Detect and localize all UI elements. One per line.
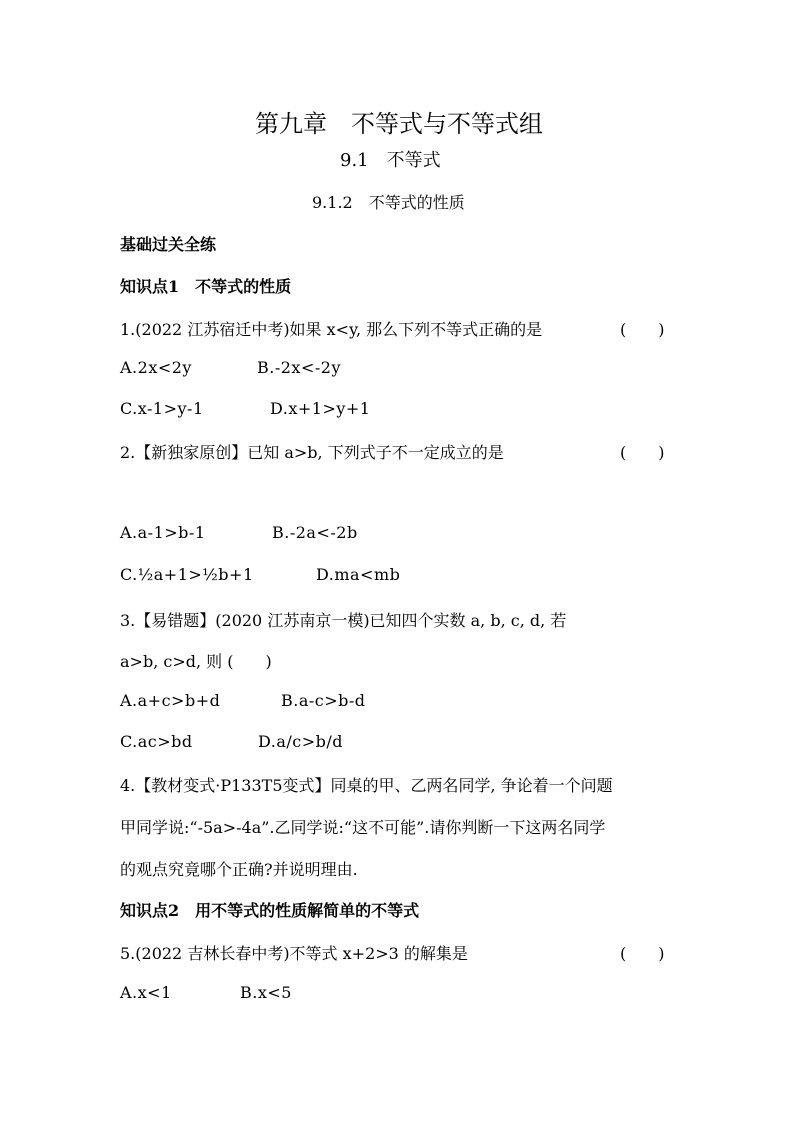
question-2-option-a: A.a-1>b-1 [120, 523, 206, 542]
knowledge-point-1: 知识点1 不等式的性质 [120, 277, 292, 296]
question-5-answer-bracket: ( ) [620, 944, 665, 963]
question-3-option-a: A.a+c>b+d [120, 691, 221, 710]
question-2-option-b: B.-2a<-2b [272, 523, 358, 542]
question-4-stem-line-3: 的观点究竟哪个正确?并说明理由. [120, 860, 358, 879]
question-3-option-b: B.a-c>b-d [281, 691, 366, 710]
question-1-answer-bracket: ( ) [620, 320, 665, 339]
chapter-title: 第九章 不等式与不等式组 [255, 110, 543, 138]
question-2-option-c: C.½a+1>½b+1 [120, 565, 254, 584]
subsection-title: 9.1.2 不等式的性质 [312, 193, 465, 212]
question-1-option-a: A.2x<2y [120, 358, 192, 377]
section-title: 9.1 不等式 [340, 150, 441, 171]
question-3-stem-line-2: a>b, c>d, 则 ( ) [120, 652, 272, 671]
question-3-stem-line-1: 3.【易错题】(2020 江苏南京一模)已知四个实数 a, b, c, d, 若 [120, 611, 567, 630]
question-1-option-c: C.x-1>y-1 [120, 399, 204, 418]
question-2-option-d: D.ma<mb [316, 565, 401, 584]
question-1-stem: 1.(2022 江苏宿迁中考)如果 x<y, 那么下列不等式正确的是 [120, 320, 543, 339]
question-4-stem-line-2: 甲同学说:“-5a>-4a”.乙同学说:“这不可能”.请你判断一下这两名同学 [120, 818, 606, 837]
question-5-option-a: A.x<1 [120, 983, 172, 1002]
question-1-option-b: B.-2x<-2y [257, 358, 341, 377]
question-2-answer-bracket: ( ) [620, 443, 665, 462]
question-1-option-d: D.x+1>y+1 [270, 399, 371, 418]
knowledge-point-2: 知识点2 用不等式的性质解简单的不等式 [120, 901, 420, 920]
question-5-option-b: B.x<5 [240, 983, 292, 1002]
question-2-stem: 2.【新独家原创】已知 a>b, 下列式子不一定成立的是 [120, 443, 504, 462]
question-3-option-c: C.ac>bd [120, 732, 193, 751]
question-5-stem: 5.(2022 吉林长春中考)不等式 x+2>3 的解集是 [120, 944, 468, 963]
practice-heading: 基础过关全练 [120, 235, 217, 254]
question-4-stem-line-1: 4.【教材变式·P133T5变式】同桌的甲、乙两名同学, 争论着一个问题 [120, 776, 613, 795]
question-3-option-d: D.a/c>b/d [258, 732, 344, 751]
